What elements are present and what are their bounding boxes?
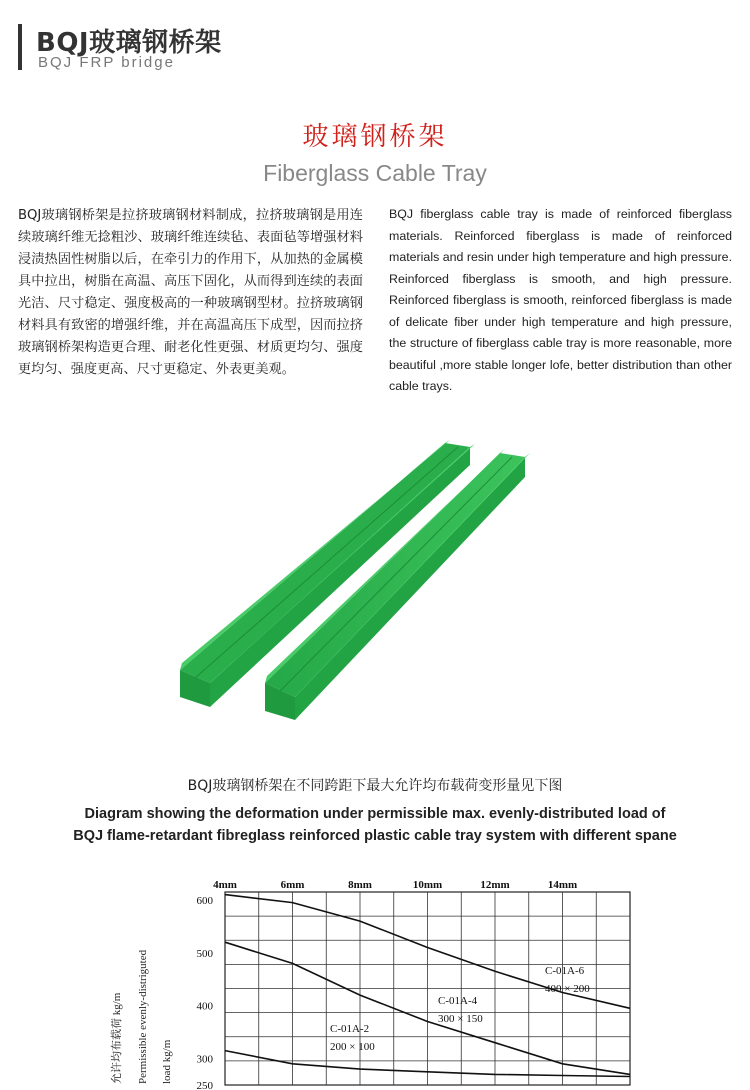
section-title: 玻璃钢桥架 [302,122,448,152]
x-tick-label: 4mm [213,879,237,891]
x-tick-label: 6mm [280,879,305,891]
diagram-caption-chinese: BQJ玻璃钢桥架在不同跨距下最大允许均布载荷变形量见下图 [187,778,563,794]
series-label: C-01A-6 [545,965,585,977]
x-tick-label: 14mm [547,879,578,891]
description-chinese: BQJ玻璃钢桥架是拉挤玻璃钢材料制成，拉挤玻璃钢是用连续玻璃纤维无捻粗沙、玻璃纤维连续毡、表面毡等增强材料浸渍热固性树脂以后，在牵引力的作用下，从加热的金属模具中拉出，树脂在高温、高压下固化，从而得到连续的表面光洁、尺寸稳定、强度极高的一种玻璃钢型材。拉挤玻璃钢材料具有致密的增强纤维，并在高温高压下成型，因而拉挤玻璃钢桥架构造更合理、耐老化性更强、材质更均匀、强度更均匀、强度更高、尺寸更稳定、外表更美观。 [18,208,363,377]
y-axis-label-cn: 允许均布载荷 kg/m [111,992,123,1084]
series-label: C-01A-4 [438,995,478,1007]
series-spec-label: 200 × 100 [330,1041,375,1053]
y-axis-label-en1: Permissible evenly-distriguted [137,949,149,1084]
y-tick-label: 500 [196,947,213,960]
page-title: BQJ玻璃钢桥架 [36,28,222,58]
section-subtitle: Fiberglass Cable Tray [263,160,487,186]
caption-en-line1: Diagram showing the deformation under permissible max. evenly-distributed load of [84,806,666,822]
y-tick-label: 250 [196,1080,213,1090]
y-axis-label-en2: load kg/m [161,1039,173,1084]
page-subtitle: BQJ FRP bridge [38,54,175,71]
cable-tray-image [170,435,540,725]
x-tick-label: 10mm [412,879,443,891]
series-spec-label: 400 × 200 [545,983,590,995]
load-deformation-chart [0,870,750,1090]
caption-en-line2: BQJ flame-retardant fibreglass reinforced plastic cable tray system with different spane [73,828,677,844]
y-tick-label: 300 [196,1053,213,1066]
header-accent-bar [18,24,22,70]
diagram-caption-english [0,803,750,847]
y-tick-label: 400 [196,1000,213,1013]
description-english: BQJ fiberglass cable tray is made of reinforced fiberglass materials. Reinforced fiberglass is made of reinforced materials and resin under high temperature and high pressure. Reinforced fiberglass is smooth, and high pressure. Reinforced fiberglass is smooth, reinforced fiberglass is made of delicate fiber under high temperature and high pressure, the structure of fiberglass cable tray is more reasonable, more beautiful ,more stable longer lofe, better distribution than other cable trays. [389,207,733,393]
y-tick-label: 600 [196,894,213,907]
x-tick-label: 12mm [480,879,510,891]
x-tick-label: 8mm [348,879,372,891]
series-label: C-01A-2 [330,1023,370,1035]
series-spec-label: 300 × 150 [438,1013,483,1025]
